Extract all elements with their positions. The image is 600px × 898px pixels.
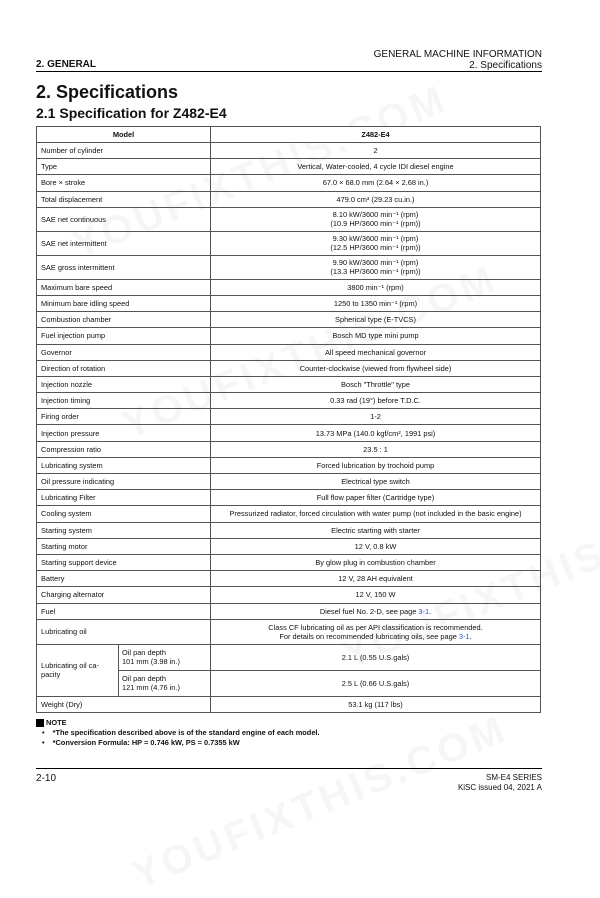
- spec-label: Battery: [37, 571, 211, 587]
- header-manual-subtitle: 2. Specifications: [469, 60, 542, 71]
- spec-sublabel-line: Oil pan depth: [122, 674, 166, 684]
- spec-value-line: 2: [373, 146, 378, 156]
- spec-value: [211, 207, 541, 231]
- spec-label: Oil pressure indicating: [37, 474, 211, 490]
- lube-oil-line: Class CF lubricating oil as per API classification is recommended.: [268, 622, 483, 632]
- footer-divider: [36, 768, 542, 769]
- spec-value: [211, 441, 541, 457]
- spec-sublabel: [119, 644, 211, 670]
- spec-value: 53.1 kg (117 lbs): [211, 696, 541, 712]
- spec-value: [211, 295, 541, 311]
- col-header-value: Z482-E4: [211, 127, 541, 143]
- spec-label: Fuel: [37, 603, 211, 619]
- note-title: NOTE: [46, 718, 67, 727]
- spec-value: [211, 490, 541, 506]
- fuel-value-suffix: .: [429, 606, 432, 616]
- table-row: [37, 554, 541, 570]
- spec-value: [211, 538, 541, 554]
- table-row-lubricating-oil: [37, 619, 541, 644]
- spec-label: SAE gross intermittent: [37, 255, 211, 279]
- table-row: [37, 538, 541, 554]
- spec-value-line: 12 V, 0.8 kW: [354, 541, 397, 551]
- spec-value: [211, 191, 541, 207]
- spec-value: [211, 255, 541, 279]
- spec-value: [211, 143, 541, 159]
- lube-oil-suffix: .: [469, 631, 472, 641]
- spec-value-line: Bosch "Throttle" type: [341, 379, 410, 389]
- table-row: [37, 255, 541, 279]
- spec-value-line: 13.73 MPa (140.0 kgf/cm², 1991 psi): [315, 428, 436, 438]
- spec-value-line: Vertical, Water-cooled, 4 cycle IDI diesel engine: [297, 162, 454, 172]
- spec-label-line: pacity: [41, 670, 61, 680]
- spec-value: [211, 506, 541, 522]
- spec-label: Direction of rotation: [37, 360, 211, 376]
- spec-sublabel: [119, 670, 211, 696]
- spec-value: [211, 344, 541, 360]
- note-list: [36, 728, 320, 747]
- table-row: [37, 376, 541, 392]
- spec-value: [211, 175, 541, 191]
- spec-value: [211, 376, 541, 392]
- footer-issue: KiSC issued 04, 2021 A: [457, 782, 542, 792]
- spec-label: Injection pressure: [37, 425, 211, 441]
- spec-label: Lubricating oil: [37, 619, 211, 644]
- spec-label: SAE net continuous: [37, 207, 211, 231]
- spec-value: [211, 360, 541, 376]
- spec-sublabel-line: 101 mm (3.98 in.): [122, 657, 180, 667]
- spec-label: Combustion chamber: [37, 312, 211, 328]
- spec-value-line: Bosch MD type mini pump: [332, 331, 419, 341]
- spec-label: Fuel injection pump: [37, 328, 211, 344]
- table-row: [37, 393, 541, 409]
- spec-label-line: Lubricating oil ca-: [41, 661, 99, 671]
- spec-value-line: 23.5 : 1: [363, 444, 388, 454]
- header-divider: [36, 71, 542, 72]
- table-row: [37, 143, 541, 159]
- table-row: [37, 425, 541, 441]
- spec-value-line: 1250 to 1350 min⁻¹ (rpm): [333, 299, 418, 309]
- spec-label: Type: [37, 159, 211, 175]
- spec-value: [211, 474, 541, 490]
- spec-value-line: 479.0 cm³ (29.23 cu.in.): [336, 194, 415, 204]
- spec-value-line: 3800 min⁻¹ (rpm): [347, 282, 404, 292]
- spec-value-line: Forced lubrication by trochoid pump: [316, 460, 435, 470]
- lube-oil-page-link[interactable]: 3-1: [458, 631, 470, 641]
- spec-value: 2.5 L (0.66 U.S.gals): [211, 670, 541, 696]
- spec-value-line: 12 V, 150 W: [355, 590, 396, 600]
- spec-value: [211, 587, 541, 603]
- spec-value: [211, 393, 541, 409]
- spec-label: Injection nozzle: [37, 376, 211, 392]
- spec-label: Number of cylinder: [37, 143, 211, 159]
- spec-value: [211, 603, 541, 619]
- spec-value: [211, 159, 541, 175]
- table-row: [37, 441, 541, 457]
- spec-value-line: 0.33 rad (19°) before T.D.C.: [330, 396, 421, 406]
- spec-value-line: (13.3 HP/3600 min⁻¹ (rpm)): [330, 267, 421, 277]
- spec-value: [211, 619, 541, 644]
- spec-label: Bore × stroke: [37, 175, 211, 191]
- spec-sublabel-line: Oil pan depth: [122, 648, 166, 658]
- spec-value: [211, 554, 541, 570]
- spec-value: [211, 425, 541, 441]
- spec-label: Governor: [37, 344, 211, 360]
- note-item: • *The specification described above is of the standard engine of each model.: [42, 728, 320, 738]
- spec-sublabel-line: 121 mm (4.76 in.): [122, 683, 180, 693]
- table-row: [37, 474, 541, 490]
- spec-label: Weight (Dry): [37, 696, 211, 712]
- fuel-page-link[interactable]: 3-1: [418, 606, 430, 616]
- table-row: [37, 522, 541, 538]
- table-row: [37, 360, 541, 376]
- spec-value-line: Full flow paper filter (Cartridge type): [316, 493, 435, 503]
- spec-value-line: By glow plug in combustion chamber: [315, 558, 436, 568]
- spec-label: Starting motor: [37, 538, 211, 554]
- table-row: [37, 312, 541, 328]
- note-item: • *Conversion Formula: HP = 0.746 kW, PS = 0.7355 kW: [42, 738, 320, 748]
- table-row: [37, 159, 541, 175]
- spec-value-line: 9.90 kW/3600 min⁻¹ (rpm): [332, 258, 419, 268]
- header-section: 2. GENERAL: [36, 59, 97, 70]
- table-row: [37, 175, 541, 191]
- spec-label: Minimum bare idling speed: [37, 295, 211, 311]
- spec-value-line: 8.10 kW/3600 min⁻¹ (rpm): [332, 210, 419, 220]
- footer-info: [458, 773, 542, 792]
- spec-value-line: All speed mechanical governor: [324, 347, 427, 357]
- spec-table: [36, 126, 541, 713]
- page-title: 2. Specifications: [36, 82, 179, 102]
- spec-value: [211, 279, 541, 295]
- spec-label: SAE net intermittent: [37, 231, 211, 255]
- spec-table-body: [37, 143, 541, 713]
- note-square-icon: [36, 719, 44, 727]
- table-row-weight: [37, 696, 541, 712]
- table-row: [37, 279, 541, 295]
- spec-value: [211, 312, 541, 328]
- spec-label: Total displacement: [37, 191, 211, 207]
- table-row: [37, 328, 541, 344]
- header-manual: [374, 49, 542, 71]
- spec-label: Charging alternator: [37, 587, 211, 603]
- spec-value-line: 1-2: [370, 412, 381, 422]
- spec-label: Starting system: [37, 522, 211, 538]
- table-row: [37, 457, 541, 473]
- table-row-oil-capacity: [37, 644, 541, 670]
- header-manual-title: GENERAL MACHINE INFORMATION: [373, 49, 542, 60]
- note: [36, 718, 320, 747]
- spec-value-line: Pressurized radiator, forced circulation with water pump (not included in the basic engine): [229, 509, 522, 519]
- table-row: [37, 207, 541, 231]
- spec-label: Firing order: [37, 409, 211, 425]
- spec-value-line: (12.5 HP/3600 min⁻¹ (rpm)): [330, 243, 421, 253]
- table-row: [37, 409, 541, 425]
- spec-value: [211, 231, 541, 255]
- table-row: [37, 587, 541, 603]
- spec-value: [211, 457, 541, 473]
- note-heading: [36, 718, 320, 727]
- lube-oil-line: [214, 632, 537, 641]
- spec-value-line: 12 V, 28 AH equivalent: [338, 574, 413, 584]
- spec-value-line: 67.0 × 68.0 mm (2.64 × 2.68 in.): [322, 178, 429, 188]
- spec-label: [37, 644, 119, 696]
- page-number: 2-10: [36, 773, 57, 784]
- spec-value-line: Electrical type switch: [341, 477, 410, 487]
- spec-value: 2.1 L (0.55 U.S.gals): [211, 644, 541, 670]
- table-row: [37, 344, 541, 360]
- table-row-fuel: [37, 603, 541, 619]
- section-title: 2.1 Specification for Z482-E4: [36, 105, 227, 121]
- table-row: [37, 191, 541, 207]
- table-row: [37, 571, 541, 587]
- col-header-model: Model: [37, 127, 211, 143]
- table-row: [37, 295, 541, 311]
- spec-value: [211, 522, 541, 538]
- spec-value-line: Electric starting with starter: [331, 525, 420, 535]
- table-row: [37, 506, 541, 522]
- spec-label: Starting support device: [37, 554, 211, 570]
- spec-value-line: Spherical type (E-TVCS): [335, 315, 416, 325]
- spec-label: Cooling system: [37, 506, 211, 522]
- spec-label: Compression ratio: [37, 441, 211, 457]
- spec-value-line: (10.9 HP/3600 min⁻¹ (rpm)): [330, 219, 421, 229]
- spec-label: Injection timing: [37, 393, 211, 409]
- spec-label: Maximum bare speed: [37, 279, 211, 295]
- spec-value: [211, 328, 541, 344]
- table-row: [37, 490, 541, 506]
- spec-value-line: 9.30 kW/3600 min⁻¹ (rpm): [332, 234, 419, 244]
- spec-label: Lubricating system: [37, 457, 211, 473]
- table-row: [37, 231, 541, 255]
- spec-value: [211, 571, 541, 587]
- fuel-value-text: Diesel fuel No. 2-D, see page: [319, 606, 419, 616]
- spec-value: [211, 409, 541, 425]
- spec-label: Lubricating Filter: [37, 490, 211, 506]
- spec-value-line: Counter-clockwise (viewed from flywheel side): [299, 363, 452, 373]
- lube-oil-text: For details on recommended lubricating oils, see page: [279, 631, 459, 641]
- footer-series: SM-E4 SERIES: [485, 773, 542, 782]
